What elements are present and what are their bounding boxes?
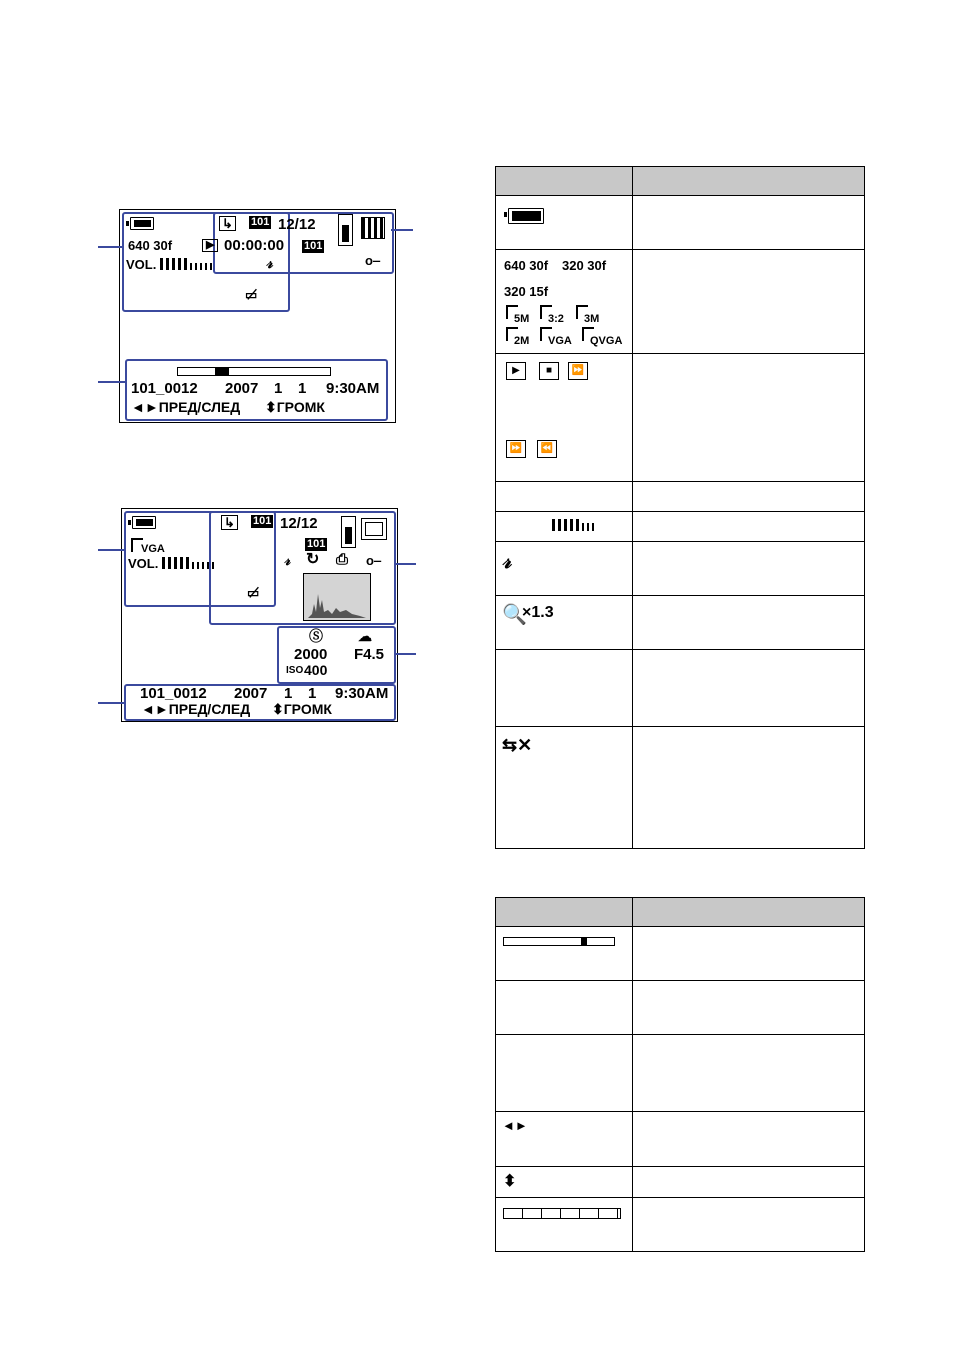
date-year: 2007	[225, 380, 259, 397]
up-down-arrows-icon: ⬍	[503, 1173, 517, 1190]
still-icon	[361, 518, 387, 540]
table-row	[496, 196, 633, 250]
iso-label: ISO	[286, 665, 304, 676]
nav-hint: ◄►ПРЕД/СЛЕД	[141, 701, 251, 717]
print-icon: ⎙	[336, 551, 349, 568]
size-5m-icon: 5M	[506, 310, 529, 325]
vol-label: VOL.	[126, 257, 157, 272]
memory-stick-icon: 𝓇	[502, 548, 512, 573]
date-month: 1	[274, 380, 283, 397]
callout-line	[98, 702, 124, 704]
folder-number-small: 101	[304, 240, 323, 252]
image-counter: 12/12	[280, 515, 318, 532]
volume-bar	[162, 557, 214, 569]
playback-progress-bar	[177, 367, 331, 376]
playback-progress-bar	[503, 937, 615, 946]
table-row	[496, 512, 633, 542]
table-row	[496, 1167, 633, 1198]
nav-hint: ◄►ПРЕД/СЛЕД	[131, 399, 241, 415]
callout-line	[98, 549, 124, 551]
memory-stick-icon: 𝓇	[284, 552, 291, 569]
pictbridge-icon: ⇆✕	[502, 735, 533, 755]
format-320-30: 320 30f	[562, 258, 607, 273]
volume-hint: ⬍ГРОМК	[272, 701, 332, 717]
movie-icon	[361, 217, 385, 239]
size-qvga-icon: QVGA	[582, 332, 622, 347]
size-3m-icon: 3M	[576, 310, 599, 325]
scene-icon: ☁	[358, 628, 372, 644]
callout-line	[394, 563, 416, 565]
elapsed-time: 00:00:00	[224, 237, 285, 254]
rotate-icon: ↻	[306, 551, 320, 568]
callout-line	[394, 653, 416, 655]
indicator-table-1	[495, 166, 865, 849]
table-row	[496, 727, 633, 849]
memory-card-icon	[338, 214, 353, 246]
lock-icon: o‒	[365, 253, 381, 268]
iso-value: 400	[304, 662, 328, 678]
callout-line	[391, 229, 413, 231]
memory-stick-icon: 𝓇	[266, 255, 273, 272]
table-row	[496, 250, 633, 354]
flash-icon: Ⓢ	[309, 628, 323, 644]
table-header	[633, 898, 865, 927]
folder-number: 101	[251, 216, 270, 228]
file-number: 101_0012	[131, 380, 198, 397]
low-battery-icon: ▭̸	[247, 585, 260, 600]
low-battery-icon: ▭̸	[245, 287, 258, 302]
table-row	[496, 981, 633, 1035]
size-vga-icon: VGA	[540, 332, 572, 347]
icon-strip	[503, 1208, 621, 1219]
magnifier-icon: 🔍	[502, 604, 527, 626]
battery-icon	[508, 208, 544, 224]
stop-icon: ■	[539, 362, 559, 380]
histogram	[303, 573, 371, 621]
folder-icon: ↳	[219, 216, 236, 231]
date-month: 1	[284, 685, 293, 702]
date-year: 2007	[234, 685, 268, 702]
clock: 9:30AM	[326, 380, 380, 397]
play-icon: ▶	[506, 362, 526, 380]
aperture: F4.5	[354, 646, 385, 663]
image-size-label: VGA	[131, 543, 165, 555]
table-row	[496, 650, 633, 727]
format-640: 640 30f	[504, 258, 549, 273]
table-row	[496, 354, 633, 482]
battery-icon	[130, 217, 154, 230]
volume-hint: ⬍ГРОМК	[265, 399, 325, 415]
size-32-icon: 3:2	[540, 310, 564, 325]
shutter-speed: 2000	[294, 646, 328, 663]
format-320-15: 320 15f	[504, 284, 549, 299]
table-header	[496, 167, 633, 196]
volume-bar	[160, 258, 212, 270]
lock-icon: o‒	[366, 553, 382, 568]
progress-indicator	[581, 938, 587, 945]
memory-card-icon	[341, 516, 356, 548]
table-row	[496, 542, 633, 596]
table-row	[496, 1198, 633, 1252]
indicator-table-2	[495, 897, 865, 1252]
fast-forward-icon: ⏩	[506, 440, 526, 458]
rewind-icon: ⏪	[537, 440, 557, 458]
zoom-scale: ×1.3	[522, 604, 554, 621]
size-2m-icon: 2M	[506, 332, 529, 347]
clock: 9:30AM	[335, 685, 389, 702]
table-row	[496, 927, 633, 981]
vol-label: VOL.	[128, 556, 159, 571]
folder-number-small: 101	[307, 538, 326, 550]
image-counter: 12/12	[278, 216, 316, 233]
table-row	[496, 596, 633, 650]
table-header	[633, 167, 865, 196]
table-header	[496, 898, 633, 927]
battery-icon	[132, 516, 156, 529]
left-right-arrows-icon: ◄►	[502, 1118, 528, 1133]
date-day: 1	[308, 685, 317, 702]
histogram-graph	[304, 574, 370, 620]
table-row	[496, 482, 633, 512]
fast-forward-icon: ⏩	[568, 362, 588, 380]
format-label: 640 30f	[128, 238, 173, 253]
volume-bar	[552, 519, 594, 531]
folder-icon: ↳	[221, 515, 238, 530]
progress-indicator	[215, 368, 229, 375]
callout-line	[98, 381, 125, 383]
folder-number: 101	[253, 515, 272, 527]
file-number: 101_0012	[140, 685, 207, 702]
table-row	[496, 1112, 633, 1167]
callout-line	[98, 246, 122, 248]
table-row	[496, 1035, 633, 1112]
date-day: 1	[298, 380, 307, 397]
play-icon: ▶	[202, 239, 218, 252]
